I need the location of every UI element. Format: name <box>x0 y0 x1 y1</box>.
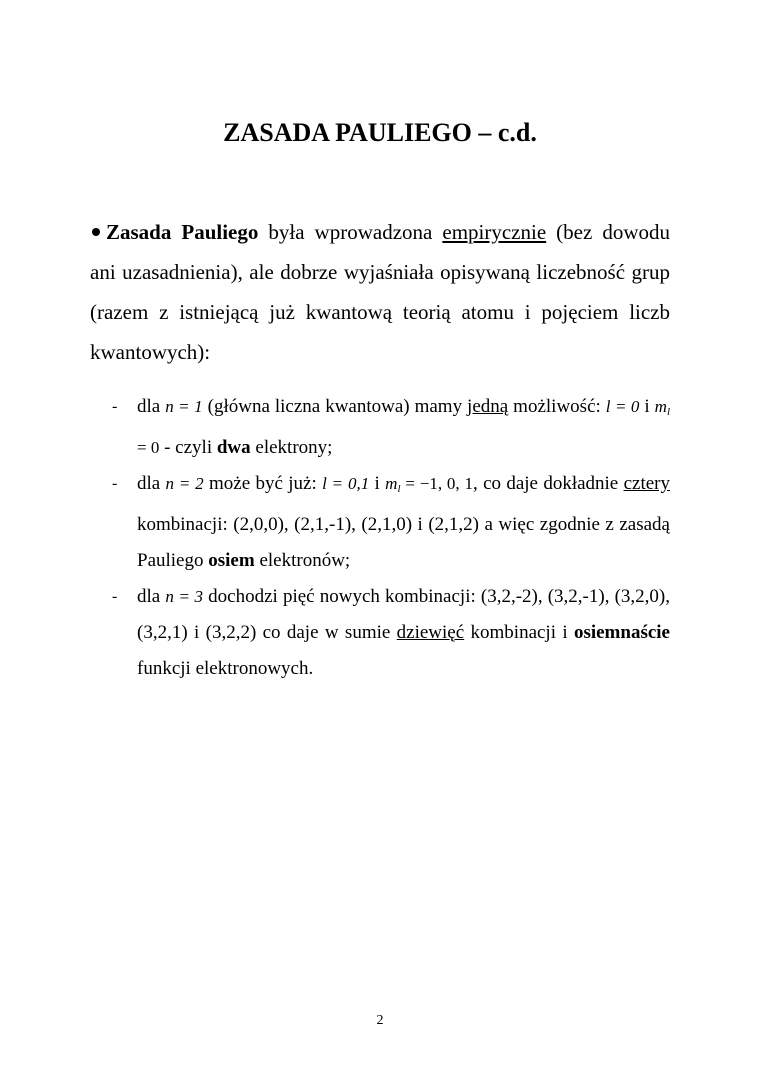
item-text: i <box>639 396 655 417</box>
formula: = −1, 0, 1 <box>400 474 473 493</box>
formula: l = 0 <box>605 397 640 416</box>
underlined-text: cztery <box>623 473 670 494</box>
item-text: dla <box>137 396 166 417</box>
intro-text-1: była wprowadzona <box>258 220 443 244</box>
formula: = 0 <box>137 438 160 457</box>
underlined-text: dziewięć <box>396 622 465 643</box>
item-text: funkcji elektronowych. <box>137 658 314 679</box>
page-title: ZASADA PAULIEGO – c.d. <box>223 118 537 147</box>
item-text: kombinacji: (2,0,0), (2,1,-1), (2,1,0) i (2,1,2) a więc zgodnie z zasadą Pauliego <box>137 514 670 571</box>
list-item <box>90 389 670 466</box>
intro-bold: Zasada Pauliego <box>106 220 259 244</box>
item-text: dla <box>137 586 166 607</box>
item-text: możliwość: <box>508 396 606 417</box>
dash-marker: - <box>112 588 118 605</box>
formula: m <box>654 397 667 416</box>
item-text: dochodzi pięć nowych kombinacji: (3,2,-2), (3,2,-1), (3,2,0), (3,2,1) i (3,2,2) co daje w sumie <box>137 586 670 643</box>
list-item <box>90 466 670 579</box>
page-number: 2 <box>376 1013 384 1028</box>
formula: n = 2 <box>165 474 204 493</box>
dash-marker: - <box>112 475 118 492</box>
bullet-icon <box>92 228 100 236</box>
item-text: - czyli <box>159 437 217 458</box>
item-text: , co daje dokładnie <box>473 473 624 494</box>
item-text: (główna liczna kwantowa) mamy <box>202 396 468 417</box>
formula-subscript: l <box>666 406 670 418</box>
quantum-list <box>90 389 670 687</box>
item-text: i <box>369 473 386 494</box>
bold-text: osiemnaście <box>573 622 670 643</box>
bold-text: dwa <box>216 437 251 458</box>
formula: n = 1 <box>165 397 203 416</box>
formula: l = 0,1 <box>322 474 370 493</box>
item-text: dla <box>137 473 166 494</box>
formula: m <box>385 474 398 493</box>
item-text: może być już: <box>203 473 323 494</box>
intro-paragraph <box>90 212 670 372</box>
underlined-text: jedną <box>467 396 509 417</box>
formula: n = 3 <box>165 587 204 606</box>
bold-text: osiem <box>208 550 255 571</box>
list-item <box>90 579 670 687</box>
intro-underlined: empirycznie <box>442 220 547 244</box>
dash-marker: - <box>112 398 118 415</box>
formula-subscript: l <box>397 483 401 495</box>
item-text: elektronów; <box>254 550 351 571</box>
item-text: kombinacji i <box>464 622 574 643</box>
intro-text-2: (bez dowodu ani uzasadnienia), ale dobrze wyjaśniała opisywaną liczebność grup (razem z istniejącą już kwantową teorią atomu i pojęciem liczb kwantowych): <box>90 220 670 364</box>
item-text: elektrony; <box>250 437 333 458</box>
